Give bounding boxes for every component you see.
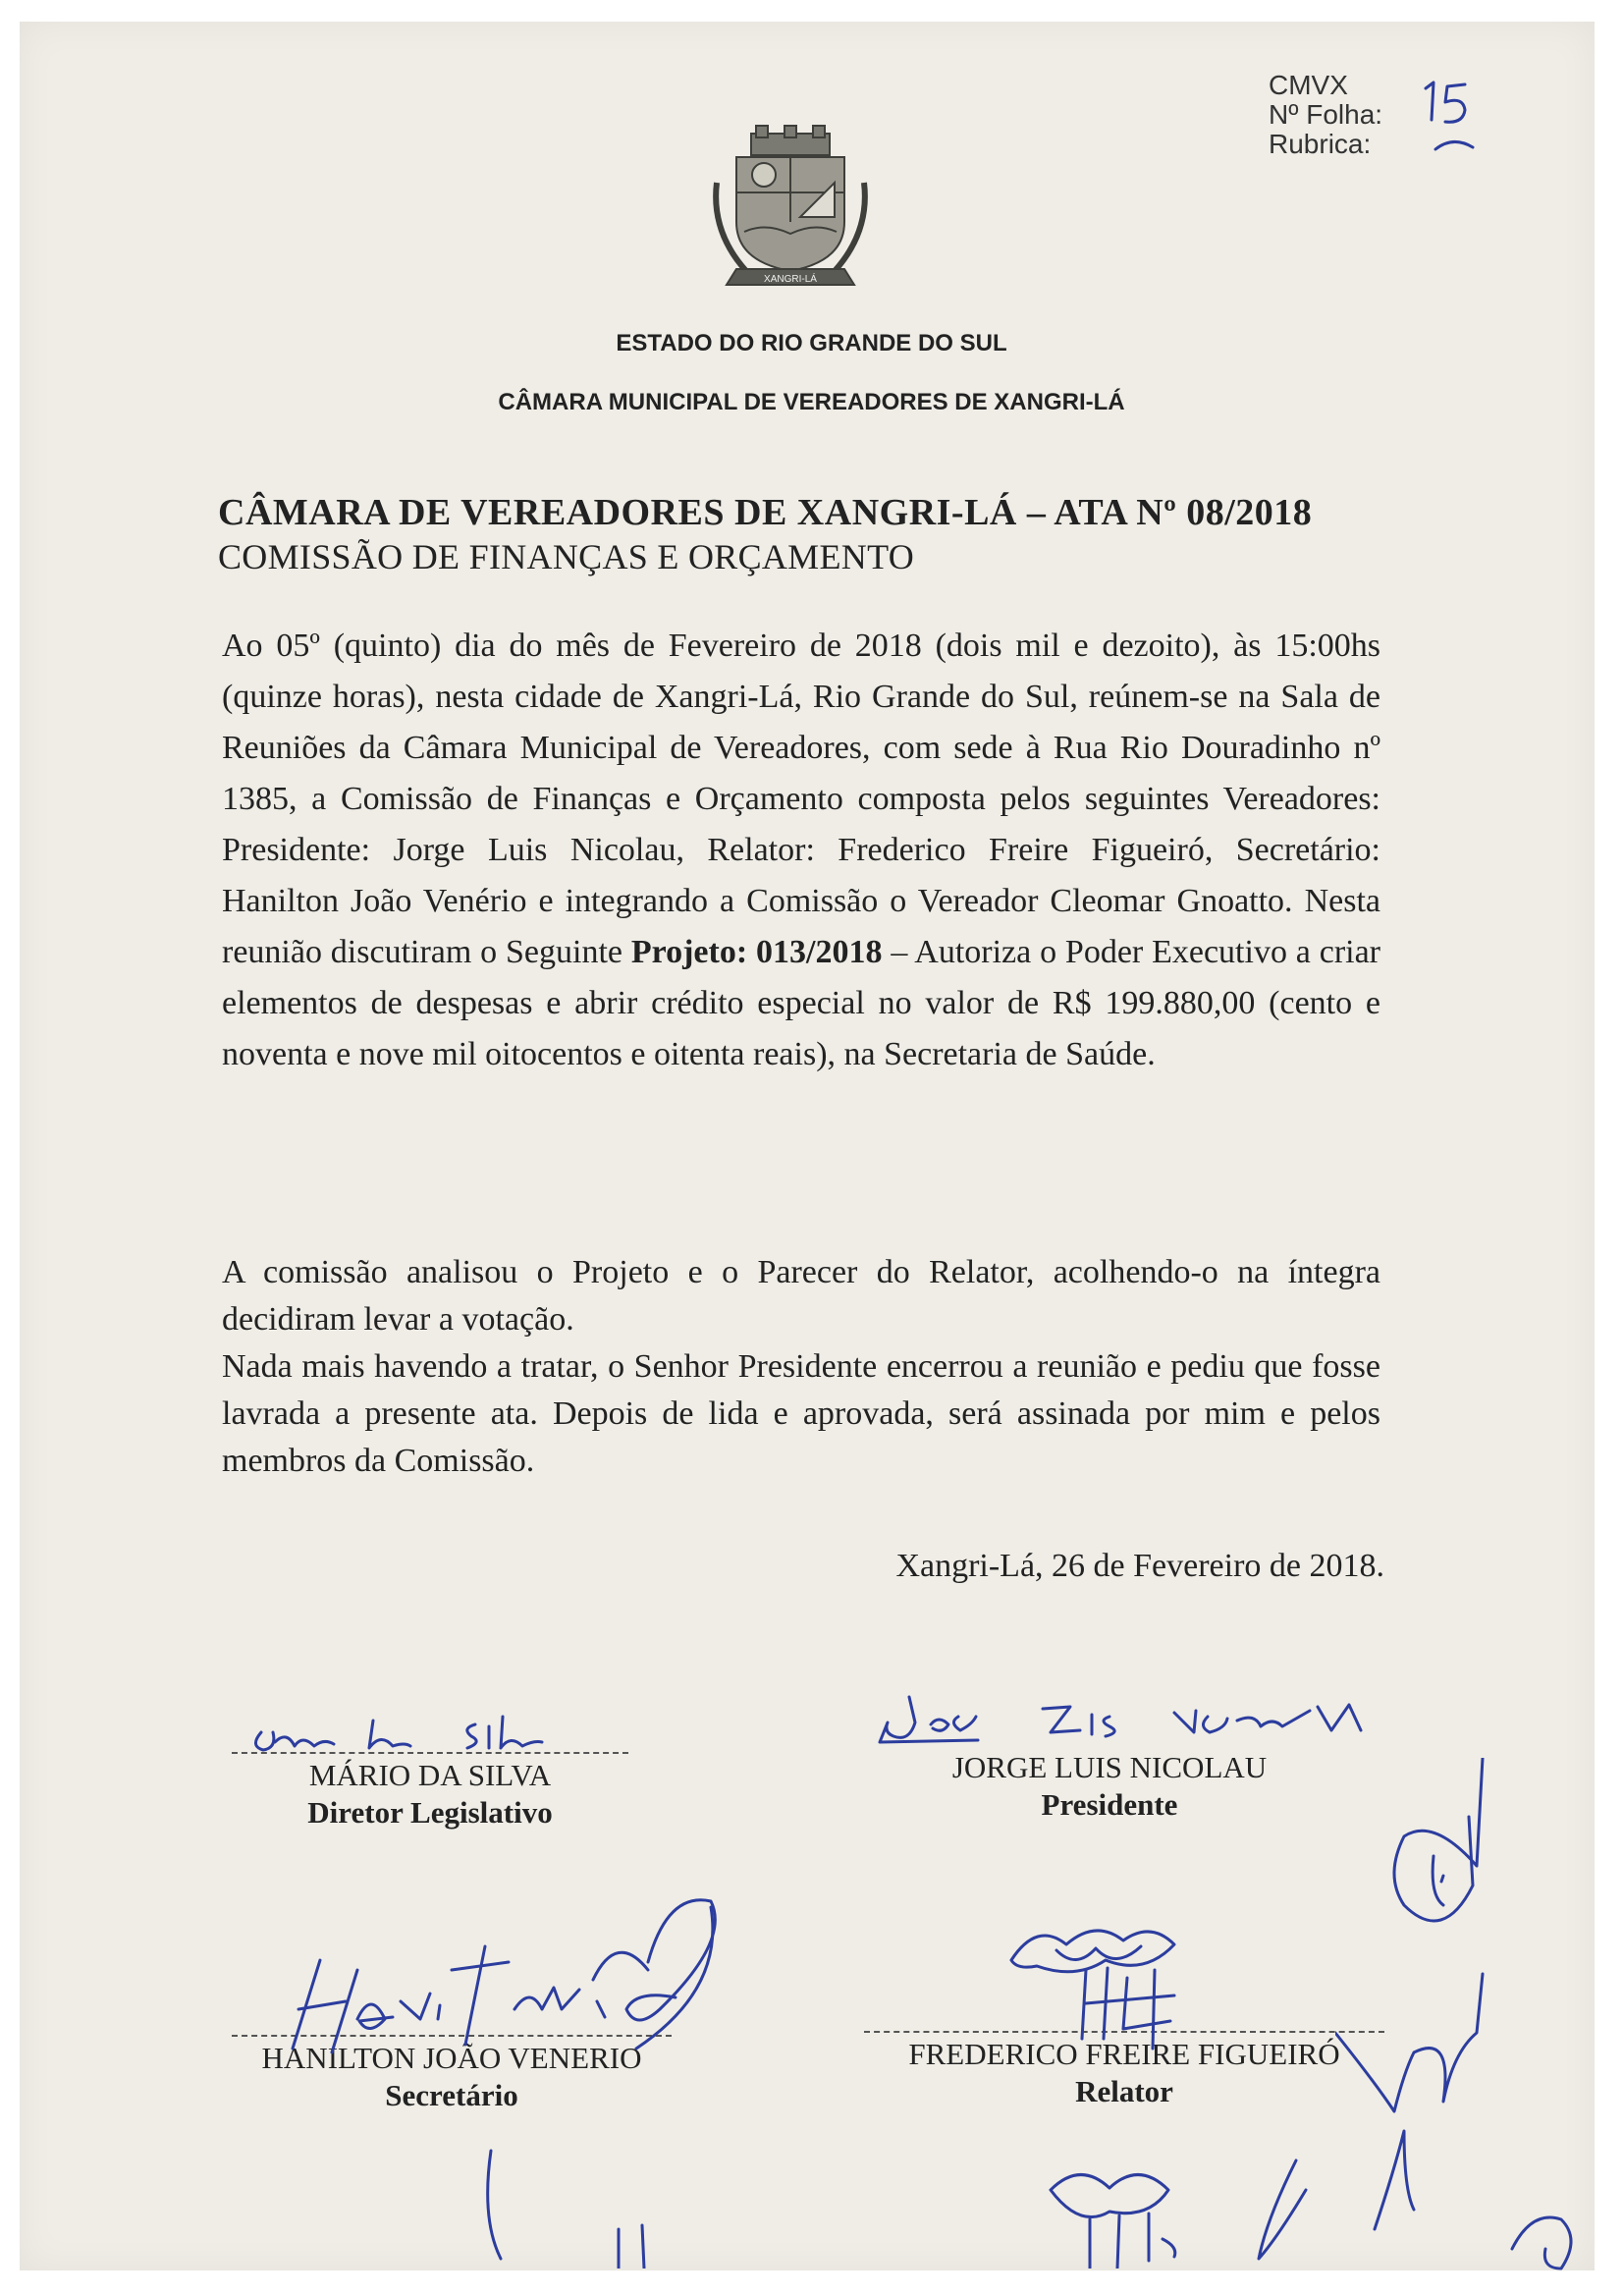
signer-role: Presidente bbox=[1041, 1787, 1178, 1822]
document-page bbox=[20, 22, 1595, 2270]
signature-block-frederico bbox=[864, 2031, 1384, 2109]
body-paragraph-1 bbox=[222, 621, 1380, 1080]
signer-role: Relator bbox=[1075, 2074, 1173, 2108]
signer-role: Secretário bbox=[385, 2078, 518, 2112]
header-state: ESTADO DO RIO GRANDE DO SUL bbox=[616, 330, 1007, 356]
signer-role: Diretor Legislativo bbox=[307, 1795, 553, 1830]
coat-of-arms-banner: XANGRI-LÁ bbox=[764, 274, 817, 285]
body-paragraph-2: A comissão analisou o Projeto e o Parecer do Relator, acolhendo-o na íntegra decidiram levar a votação. bbox=[222, 1254, 1380, 1338]
p1-text-before: Ao 05º (quinto) dia do mês de Fevereiro de 2018 (dois mil e dezoito), às 15:00hs (quinze horas), nesta cidade de Xangri-Lá, Rio Grande do Sul, reúnem-se na Sala de Reuniões da Câmara Municipal de Vereadores, com sede à Rua Rio Douradinho nº 1385, a Comissão de Finanças e Orçamento composta pelos seguintes Vereadores: Presidente: Jorge Luis Nicolau, Relator: Frederico Freire Figueiró, Secretário: Hanilton João Venério e integrando a Comissão o Vereador Cleomar Gnoatto. Nesta reunião discutiram o Seguinte bbox=[222, 628, 1380, 970]
signer-name: HANILTON JOÃO VENERIO bbox=[261, 2041, 642, 2075]
p1-text-after: – Autoriza o Poder Executivo a criar elementos de despesas e abrir crédito especial no valor de R$ 199.880,00 (cento e noventa e nove mil oitocentos e oitenta reais), na Secretaria de Saúde. bbox=[222, 934, 1381, 1072]
signer-name: MÁRIO DA SILVA bbox=[308, 1758, 552, 1792]
date-line: Xangri-Lá, 26 de Fevereiro de 2018. bbox=[895, 1548, 1384, 1584]
body-paragraph-3: Nada mais havendo a tratar, o Senhor Presidente encerrou a reunião e pediu que fosse lavrada a presente ata. Depois de lida e aprovada, será assinada por mim e pelos membros da Comissão. bbox=[222, 1348, 1380, 1479]
project-reference: Projeto: 013/2018 bbox=[630, 934, 883, 970]
minutes-title: CÂMARA DE VEREADORES DE XANGRI-LÁ – ATA Nº 08/2018 bbox=[218, 492, 1313, 533]
stamp-rubrica-label: Rubrica: bbox=[1269, 129, 1372, 159]
signature-block-hanilton bbox=[232, 2035, 672, 2113]
stamp-folha-label: Nº Folha: bbox=[1269, 99, 1383, 130]
signature-line bbox=[864, 2031, 1384, 2033]
header-chamber: CÂMARA MUNICIPAL DE VEREADORES DE XANGRI-LÁ bbox=[498, 389, 1125, 415]
signature-line bbox=[232, 2035, 672, 2037]
signature-block-mario bbox=[232, 1752, 628, 1831]
signature-block-jorge bbox=[890, 1744, 1329, 1823]
signature-line bbox=[890, 1744, 1329, 1746]
folio-stamp bbox=[1269, 71, 1382, 159]
signer-name: JORGE LUIS NICOLAU bbox=[951, 1750, 1268, 1784]
signer-name: FREDERICO FREIRE FIGUEIRÓ bbox=[908, 2037, 1340, 2071]
coat-of-arms-emblem bbox=[707, 124, 874, 291]
commission-subtitle: COMISSÃO DE FINANÇAS E ORÇAMENTO bbox=[218, 537, 915, 576]
stamp-org: CMVX bbox=[1269, 70, 1348, 100]
signature-line bbox=[232, 1752, 628, 1754]
